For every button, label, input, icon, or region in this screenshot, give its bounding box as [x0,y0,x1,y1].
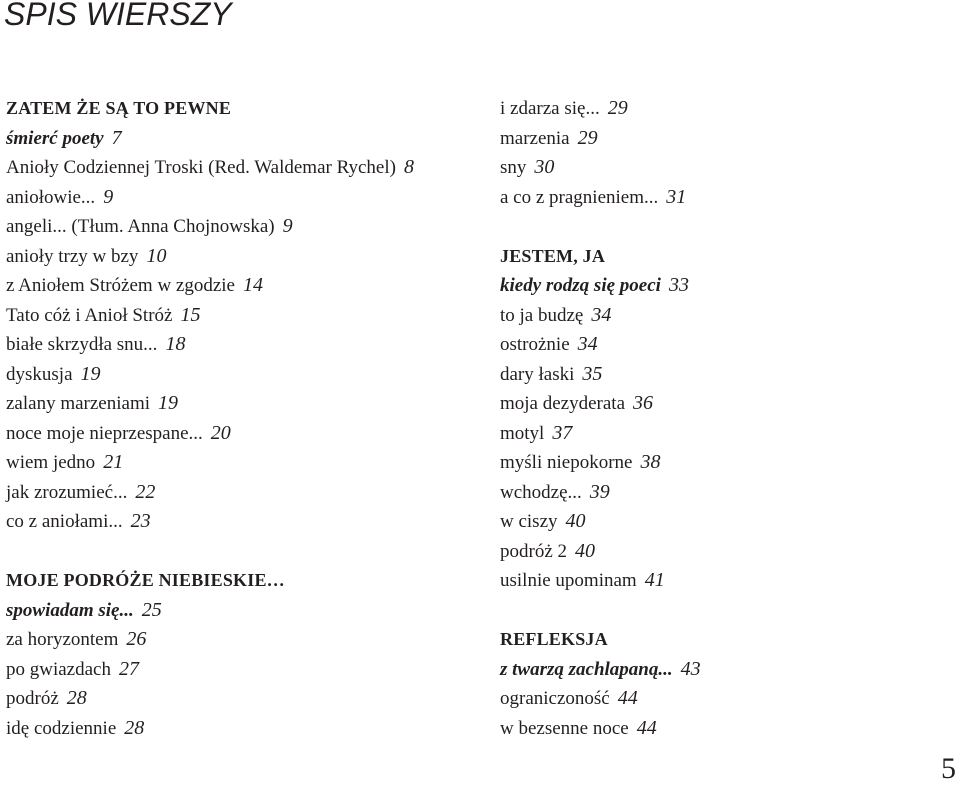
toc-entry: Anioły Codziennej Troski (Red. Waldemar Rychel) 8 [6,156,414,178]
toc-entry: spowiadam się... 25 [6,598,162,621]
page-ref: 23 [130,510,151,532]
spacer [6,537,476,567]
toc-entry: dary łaski 35 [500,362,603,385]
toc-entry: to ja budzę 34 [500,303,612,326]
page-ref: 22 [135,480,156,503]
toc-entry: wiem jedno 21 [6,451,124,473]
page-ref: 21 [103,451,124,473]
page-ref: 30 [534,156,555,178]
page-ref: 41 [644,569,665,591]
page-ref: 7 [111,126,122,149]
toc-entry: a co z pragnieniem... 31 [500,185,687,208]
page-ref: 43 [680,657,701,680]
toc-entry: moja dezyderata 36 [500,392,654,414]
spacer [500,212,955,242]
toc-entry: ostrożnie 34 [500,333,598,355]
toc-entry: co z aniołami... 23 [6,510,151,532]
toc-entry: za horyzontem 26 [6,628,147,650]
toc-entry: Tato cóż i Anioł Stróż 15 [6,303,201,326]
toc-entry: marzenia 29 [500,126,598,149]
toc-entry: noce moje nieprzespane... 20 [6,421,231,444]
toc-entry: aniołowie... 9 [6,185,114,208]
toc-entry: w ciszy 40 [500,510,586,532]
page-ref: 19 [80,362,101,385]
page-ref: 34 [577,333,598,355]
toc-right-column [500,94,955,743]
page-ref: 29 [607,97,628,119]
section-heading: MOJE PODRÓŻE NIEBIESKIE… [6,570,285,590]
page-ref: 15 [180,303,201,326]
page-ref: 26 [126,628,147,650]
page-ref: 39 [589,480,610,503]
page-ref: 40 [575,539,596,562]
spacer [500,596,955,626]
page-ref: 8 [403,156,414,178]
toc-entry: zalany marzeniami 19 [6,392,179,414]
toc-entry: z twarzą zachlapaną... 43 [500,657,701,680]
toc-entry: myśli niepokorne 38 [500,451,661,473]
section-heading: ZATEM ŻE SĄ TO PEWNE [6,98,232,118]
toc-entry: w bezsenne noce 44 [500,716,657,739]
toc-entry: śmierć poety 7 [6,126,122,149]
toc-entry: podróż 2 40 [500,539,596,562]
page-ref: 20 [210,421,231,444]
page-ref: 34 [591,303,612,326]
page-ref: 44 [617,687,638,709]
page-ref: 9 [103,185,114,208]
page-ref: 33 [668,274,689,296]
page-ref: 19 [158,392,179,414]
page-ref: 38 [640,451,661,473]
page-ref: 29 [577,126,598,149]
page-ref: 14 [243,274,263,296]
page-ref: 27 [118,657,139,680]
page-ref: 25 [141,598,162,621]
toc-entry: sny 30 [500,156,555,178]
toc-entry: i zdarza się... 29 [500,97,628,119]
page-ref: 28 [66,687,87,709]
toc-entry: po gwiazdach 27 [6,657,139,680]
page-ref: 18 [165,333,186,355]
page-number: 5 [941,752,956,785]
page-ref: 9 [282,215,293,237]
toc-entry: angeli... (Tłum. Anna Chojnowska) 9 [6,215,293,237]
page-ref: 37 [552,421,573,444]
toc-entry: anioły trzy w bzy 10 [6,244,167,267]
toc-entry: usilnie upominam 41 [500,569,665,591]
toc-left-column [6,94,476,743]
page-ref: 40 [565,510,586,532]
toc-entry: idę codziennie 28 [6,716,145,739]
toc-entry: kiedy rodzą się poeci 33 [500,274,689,296]
section-heading: REFLEKSJA [500,629,608,649]
toc-entry: podróż 28 [6,687,87,709]
page-ref: 31 [666,185,687,208]
page-ref: 36 [633,392,654,414]
toc-entry: motyl 37 [500,421,573,444]
toc-entry: jak zrozumieć... 22 [6,480,156,503]
page-ref: 28 [124,716,145,739]
page-ref: 10 [146,244,167,267]
toc-entry: białe skrzydła snu... 18 [6,333,186,355]
toc-entry: z Aniołem Stróżem w zgodzie 14 [6,274,263,296]
page-ref: 35 [582,362,603,385]
toc-entry: wchodzę... 39 [500,480,610,503]
toc-entry: dyskusja 19 [6,362,101,385]
page-title: SPIS WIERSZY [4,0,232,32]
section-heading: JESTEM, JA [500,245,606,266]
toc-entry: ograniczoność 44 [500,687,638,709]
page-ref: 44 [636,716,657,739]
